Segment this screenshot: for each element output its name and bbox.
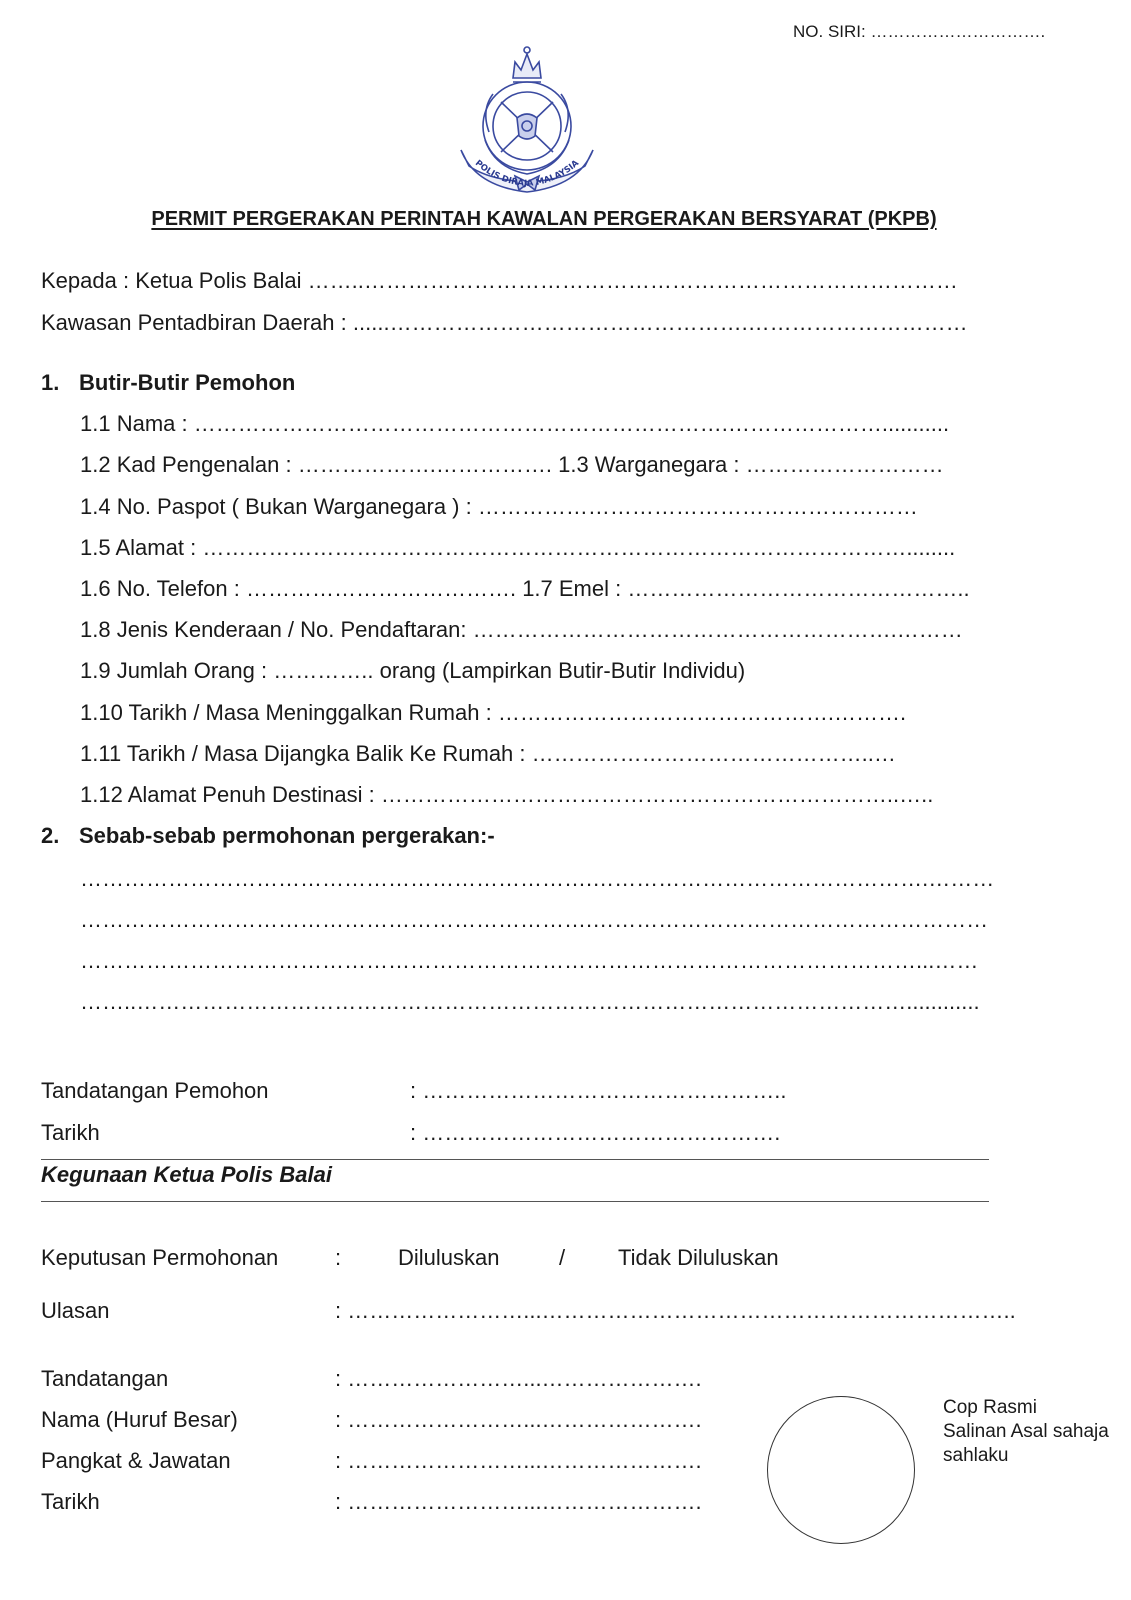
field-input[interactable]: ……………………………………….. [627, 576, 970, 601]
official-stamp-circle [767, 1396, 915, 1544]
field-input[interactable]: ……………………… [745, 452, 944, 477]
field-vehicle [80, 617, 963, 643]
district-line [41, 310, 968, 336]
stamp-note-line: sahlaku [943, 1445, 1009, 1466]
officer-sign-field[interactable]: : ……………………...…………………. [335, 1366, 702, 1391]
field-label: 1.8 Jenis Kenderaan / No. Pendaftaran: [80, 617, 467, 642]
applicant-sign-field[interactable]: : ………………………………………….. [410, 1078, 787, 1103]
field-label: 1.2 Kad Pengenalan : [80, 452, 292, 477]
section2-number: 2. [41, 823, 60, 848]
reason-line[interactable]: …………………………………………………………….……………………………………….……… [80, 866, 995, 891]
officer-date-field[interactable]: : ……………………...…………………. [335, 1489, 702, 1514]
stamp-note-line: Salinan Asal sahaja [943, 1421, 1109, 1442]
field-label: 1.12 Alamat Penuh Destinasi : [80, 782, 375, 807]
addressee-station-field[interactable]: ……..……………………………………………………………………… [307, 268, 958, 293]
field-destination [80, 782, 933, 808]
stamp-note [943, 1396, 1131, 1468]
field-input[interactable]: …………………………………………………… [477, 494, 918, 519]
field-label: 1.7 Emel : [522, 576, 622, 601]
field-address [80, 535, 955, 561]
field-passport [80, 494, 918, 520]
field-label: 1.10 Tarikh / Masa Meninggalkan Rumah : [80, 700, 492, 725]
field-label: 1.4 No. Paspot ( Bukan Warganegara ) : [80, 494, 472, 519]
reason-line[interactable]: ……..……………………………………………………………………………………………............ [80, 989, 980, 1014]
officer-sign-label: Tandatangan [41, 1366, 169, 1391]
officer-name-field[interactable]: : ……………………...…………………. [335, 1407, 702, 1432]
field-label: 1.11 Tarikh / Masa Dijangka Balik Ke Rumah : [80, 741, 526, 766]
section1-heading [41, 370, 295, 396]
officer-date-label: Tarikh [41, 1489, 100, 1514]
field-label: 1.6 No. Telefon : [80, 576, 240, 601]
remarks-field[interactable]: : ……………………...……………………………………………………….. [335, 1298, 1016, 1323]
section1-title: Butir-Butir Pemohon [79, 370, 296, 395]
section1-number: 1. [41, 370, 60, 395]
field-input[interactable]: ………………………………. [245, 576, 517, 601]
reason-line[interactable]: ……………………………………………………………………………………………………...…… [80, 948, 979, 973]
addressee-station-line [41, 268, 958, 294]
logo-text: POLIS DIRAJA MALAYSIA [472, 158, 582, 190]
section2-title: Sebab-sebab permohonan pergerakan:- [79, 823, 495, 848]
district-label: Kawasan Pentadbiran Daerah : [41, 310, 347, 335]
field-leave-time [80, 700, 906, 726]
field-label: 1.1 Nama : [80, 411, 188, 436]
decision-label: Keputusan Permohonan [41, 1245, 279, 1270]
reason-line[interactable]: …………………………………………………………….……………………………………………… [80, 907, 989, 932]
applicant-date-field[interactable]: : …………………………………………. [410, 1120, 781, 1145]
section2-heading [41, 823, 495, 849]
stamp-note-line: Cop Rasmi [943, 1397, 1037, 1418]
form-title: PERMIT PERGERAKAN PERINTAH KAWALAN PERGERAKAN BERSYARAT (PKPB) [151, 208, 937, 230]
remarks-label: Ulasan [41, 1298, 110, 1323]
decision-rejected-option[interactable]: Tidak Diluluskan [618, 1245, 779, 1270]
divider-bottom [41, 1201, 989, 1202]
decision-approved-option[interactable]: Diluluskan [398, 1245, 500, 1270]
field-input[interactable]: ………………………………………………….……… [472, 617, 963, 642]
field-phone-email [80, 576, 970, 602]
field-input[interactable]: ………….. [273, 658, 374, 683]
officer-rank-label: Pangkat & Jawatan [41, 1448, 231, 1473]
serial-number [793, 22, 1045, 42]
district-field[interactable]: ......………………………………………….………………………… [352, 310, 968, 335]
field-return-time [80, 741, 896, 767]
police-use-heading: Kegunaan Ketua Polis Balai [41, 1162, 332, 1187]
field-input[interactable]: ……………………………………………………………….…………………........... [193, 411, 950, 436]
decision-colon: : [335, 1245, 342, 1270]
officer-rank-field[interactable]: : ……………………...…………………. [335, 1448, 702, 1473]
field-input[interactable]: ……………………………………….………. [497, 700, 907, 725]
serial-label: NO. SIRI: [793, 22, 866, 41]
applicant-date-label: Tarikh [41, 1120, 100, 1145]
field-name [80, 411, 949, 437]
decision-slash: / [559, 1245, 566, 1270]
field-input[interactable]: ……………….……………. [297, 452, 552, 477]
officer-name-label: Nama (Huruf Besar) [41, 1407, 238, 1432]
field-input[interactable]: ………………………………………..… [531, 741, 896, 766]
addressee-station-label: Kepada : Ketua Polis Balai [41, 268, 302, 293]
field-input[interactable]: ……………………………………………………………..….. [380, 782, 934, 807]
field-ic-citizenship [80, 452, 944, 478]
field-people-count [80, 658, 745, 684]
field-label: 1.5 Alamat : [80, 535, 197, 560]
field-label: 1.9 Jumlah Orang : [80, 658, 268, 683]
field-label: 1.3 Warganegara : [558, 452, 740, 477]
applicant-sign-label: Tandatangan Pemohon [41, 1078, 269, 1103]
serial-dots: …………………………. [870, 22, 1046, 41]
field-input[interactable]: ……………………………………………………………………………………........ [202, 535, 956, 560]
field-suffix: orang (Lampirkan Butir-Butir Individu) [379, 658, 746, 683]
divider-top [41, 1159, 989, 1160]
police-crest-logo [455, 40, 599, 200]
